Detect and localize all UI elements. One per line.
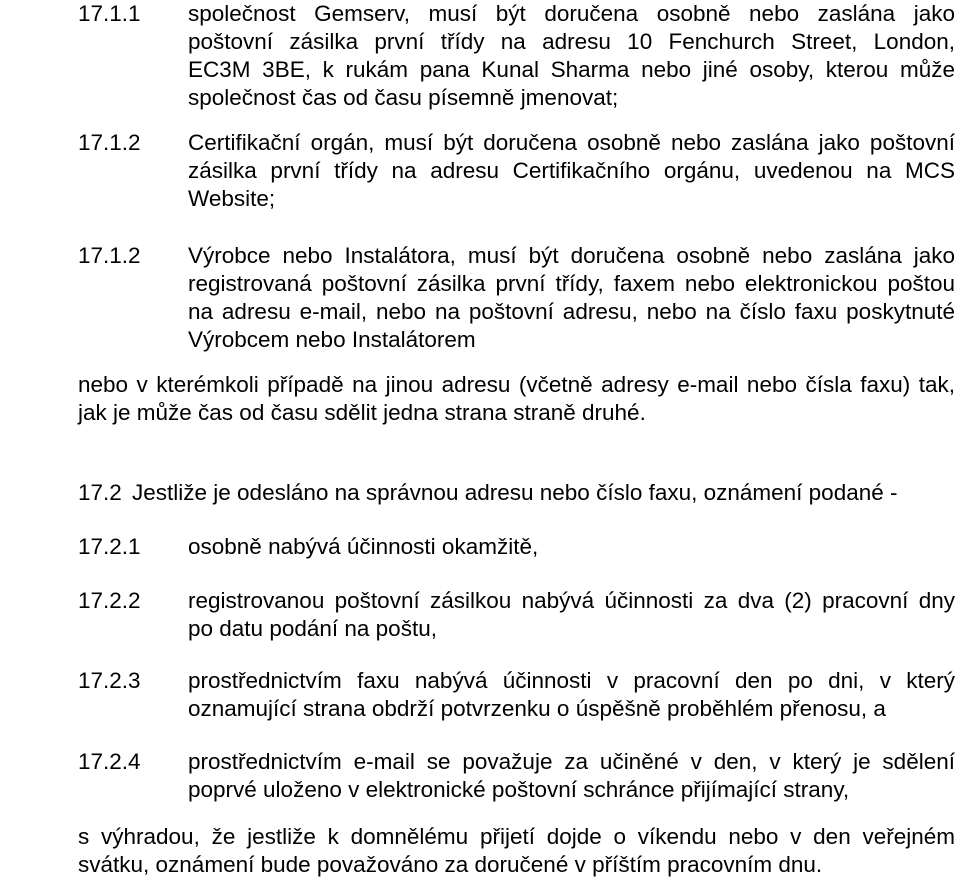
clause-line: prostřednictvím e-mail se považuje za učiněné v den, v který je sdělení bbox=[188, 749, 955, 774]
clause-17-2 bbox=[0, 479, 960, 507]
paragraph-line: nebo v kterémkoli případě na jinou adresu (včetně adresy e-mail nebo čísla faxu) tak, bbox=[78, 372, 955, 397]
clause-number: 17.1.2 bbox=[78, 243, 141, 268]
clause-line: poštovní zásilka první třídy na adresu 10 Fenchurch Street, London, bbox=[188, 29, 955, 54]
clause-17-1-1 bbox=[0, 0, 960, 112]
clause-17-2-4 bbox=[0, 748, 960, 804]
clause-17-2-3 bbox=[0, 667, 960, 723]
paragraph-line: jak je může čas od času sdělit jedna strana straně druhé. bbox=[78, 400, 646, 425]
clause-number: 17.1.2 bbox=[78, 130, 141, 155]
clause-17-2-2 bbox=[0, 587, 960, 643]
clause-line: registrovaná poštovní zásilka první třídy, faxem nebo elektronickou poštou bbox=[188, 271, 955, 296]
clause-line: Výrobcem nebo Instalátorem bbox=[188, 327, 476, 352]
closing-paragraph-17-2 bbox=[0, 823, 960, 879]
clause-text bbox=[188, 533, 955, 561]
clause-line: zásilka první třídy na adresu Certifikačního orgánu, uvedenou na MCS bbox=[188, 158, 955, 183]
clause-line: registrovanou poštovní zásilkou nabývá účinnosti za dva (2) pracovní dny bbox=[188, 588, 955, 613]
clause-line: Výrobce nebo Instalátora, musí být doručena osobně nebo zaslána jako bbox=[188, 243, 955, 268]
paragraph-line: s výhradou, že jestliže k domnělému přijetí dojde o víkendu nebo v den veřejném bbox=[78, 824, 955, 849]
clause-17-1-2-certification-body bbox=[0, 129, 960, 213]
clause-number: 17.2.1 bbox=[78, 534, 141, 559]
clause-line: po datu podání na poštu, bbox=[188, 616, 437, 641]
clause-line: společnost Gemserv, musí být doručena osobně nebo zaslána jako bbox=[188, 1, 955, 26]
clause-17-1-2-manufacturer bbox=[0, 242, 960, 354]
clause-text bbox=[132, 479, 955, 507]
clause-text bbox=[188, 0, 955, 112]
clause-number: 17.2.4 bbox=[78, 749, 141, 774]
paragraph-line: svátku, oznámení bude považováno za doručené v příštím pracovním dnu. bbox=[78, 852, 823, 877]
clause-number: 17.1.1 bbox=[78, 1, 141, 26]
clause-17-2-1 bbox=[0, 533, 960, 561]
clause-text bbox=[188, 748, 955, 804]
closing-paragraph-17-1 bbox=[0, 371, 960, 427]
clause-line: Certifikační orgán, musí být doručena osobně nebo zaslána jako poštovní bbox=[188, 130, 955, 155]
clause-line: Website; bbox=[188, 186, 276, 211]
clause-line: společnost čas od času písemně jmenovat; bbox=[188, 85, 619, 110]
clause-text bbox=[188, 667, 955, 723]
clause-line: na adresu e-mail, nebo na poštovní adresu, nebo na číslo faxu poskytnuté bbox=[188, 299, 955, 324]
clause-line: Jestliže je odesláno na správnou adresu nebo číslo faxu, oznámení podané - bbox=[132, 480, 898, 505]
paragraph-text bbox=[78, 371, 955, 427]
clause-line: poprvé uloženo v elektronické poštovní schránce přijímající strany, bbox=[188, 777, 850, 802]
clause-line: prostřednictvím faxu nabývá účinnosti v pracovní den po dni, v který bbox=[188, 668, 955, 693]
clause-text bbox=[188, 129, 955, 213]
clause-text bbox=[188, 242, 955, 354]
clause-number: 17.2 bbox=[78, 480, 122, 505]
clause-text bbox=[188, 587, 955, 643]
clause-line: EC3M 3BE, k rukám pana Kunal Sharma nebo jiné osoby, kterou může bbox=[188, 57, 955, 82]
clause-number: 17.2.2 bbox=[78, 588, 141, 613]
clause-line: osobně nabývá účinnosti okamžitě, bbox=[188, 534, 539, 559]
clause-number: 17.2.3 bbox=[78, 668, 141, 693]
clause-line: oznamující strana obdrží potvrzenku o úspěšně proběhlém přenosu, a bbox=[188, 696, 886, 721]
paragraph-text bbox=[78, 823, 955, 879]
